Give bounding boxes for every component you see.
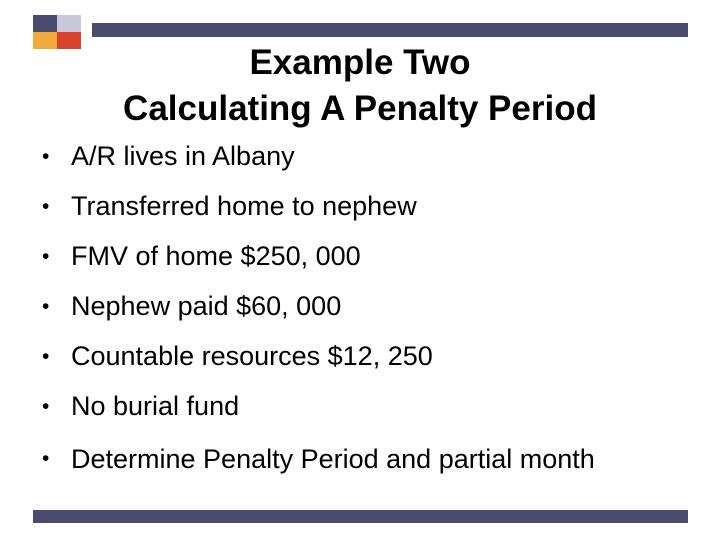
bullet-item [42,390,642,423]
bullet-dot: • [42,447,50,470]
bullet-item [42,190,642,223]
slide-title-line-1: Example Two [249,43,471,82]
logo-square-top-left [33,15,57,32]
bullet-list [42,140,642,495]
bullet-text: A/R lives in Albany [71,141,295,171]
bullet-dot: • [42,345,50,368]
top-decorative-bar [92,23,688,37]
bullet-dot: • [42,395,50,418]
bottom-decorative-bar [33,510,688,523]
slide-title [40,40,680,132]
bullet-item [42,440,642,478]
bullet-dot: • [42,145,50,168]
bullet-dot: • [42,295,50,318]
bullet-item [42,340,642,373]
bullet-item [42,140,642,173]
bullet-text: Nephew paid $60, 000 [71,291,342,321]
bullet-text: Transferred home to nephew [71,191,417,221]
bullet-text: FMV of home $250, 000 [71,241,361,271]
bullet-text: No burial fund [71,391,240,421]
bullet-text: Determine Penalty Period and partial month [71,444,595,474]
bullet-item [42,240,642,273]
bullet-item [42,290,642,323]
bullet-dot: • [42,195,50,218]
bullet-text: Countable resources $12, 250 [71,341,433,371]
slide-title-line-2: Calculating A Penalty Period [123,89,597,128]
logo-square-top-right [57,15,81,32]
bullet-dot: • [42,245,50,268]
